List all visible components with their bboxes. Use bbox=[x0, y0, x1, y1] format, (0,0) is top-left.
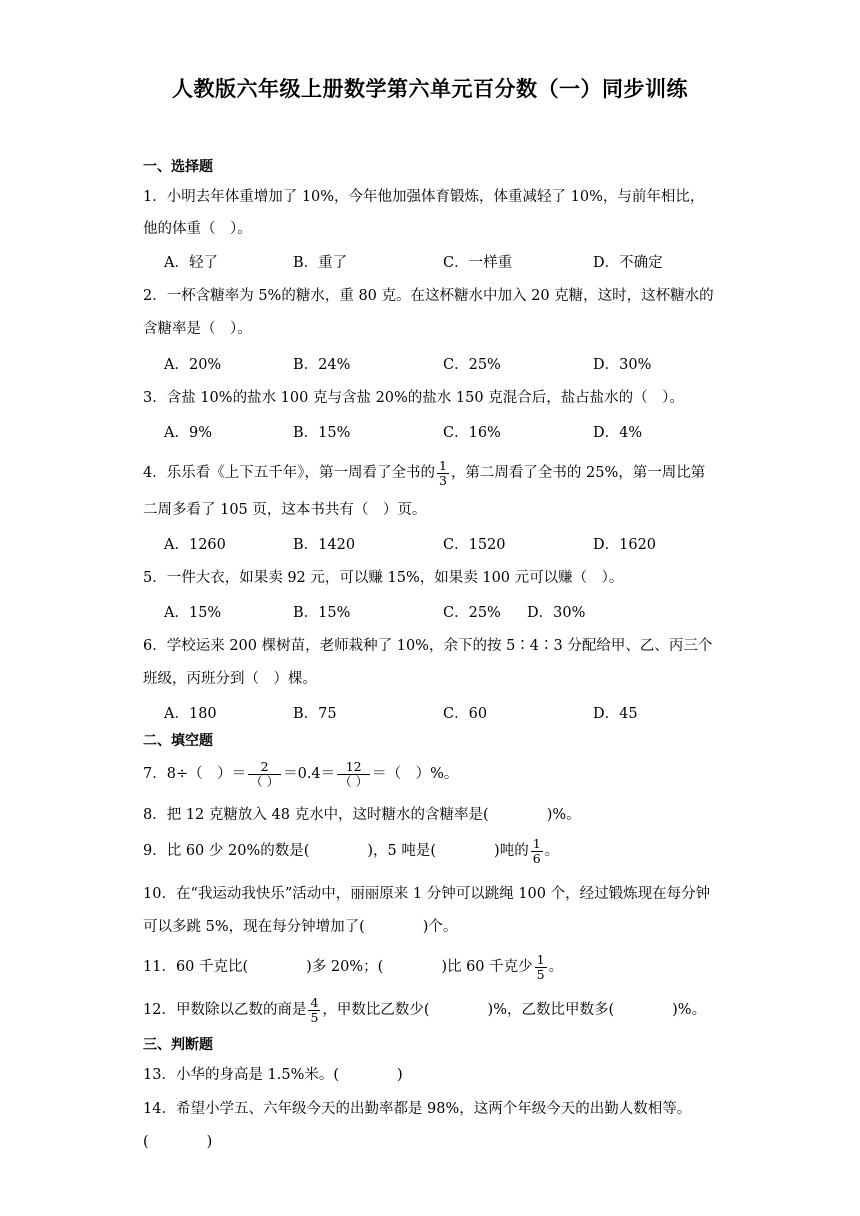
question-9-text-b: 。 bbox=[544, 843, 560, 859]
question-4-line-2: 二周多看了 105 页，这本书共有（ ）页。 bbox=[143, 502, 427, 518]
question-7-text-c: ＝（ ）%。 bbox=[372, 766, 459, 782]
question-6-line-1: 6．学校运来 200 棵树苗，老师栽种了 10%，余下的按 5∶4∶3 分配给甲、乙、丙三个 bbox=[143, 638, 713, 654]
question-1-option-d: D．不确定 bbox=[593, 255, 663, 271]
question-4-line-1 bbox=[143, 458, 705, 488]
question-2-option-b: B．24% bbox=[293, 357, 351, 373]
question-3-option-d: D．4% bbox=[593, 425, 643, 441]
question-2-line-2: 含糖率是（ ）。 bbox=[143, 321, 252, 337]
question-3-option-a: A．9% bbox=[164, 425, 212, 441]
question-5-option-b: B．15% bbox=[293, 605, 351, 621]
fraction-denominator: （ ） bbox=[339, 773, 369, 789]
fraction-twelve-over-blank bbox=[337, 760, 370, 789]
question-11-text-a: 11．60 千克比( )多 20%；( )比 60 千克少 bbox=[143, 959, 533, 975]
section-heading-judge: 三、判断题 bbox=[143, 1037, 213, 1053]
fraction-numerator: 4 bbox=[310, 994, 319, 1010]
section-heading-fill: 二、填空题 bbox=[143, 733, 213, 749]
fraction-denominator: 6 bbox=[532, 850, 541, 866]
question-3-option-b: B．15% bbox=[293, 425, 351, 441]
fraction-one-third bbox=[437, 459, 449, 488]
fraction-denominator: 3 bbox=[438, 472, 447, 488]
fraction-numerator: 2 bbox=[248, 760, 281, 775]
fraction-four-fifths bbox=[308, 996, 320, 1025]
question-6-option-d: D．45 bbox=[593, 706, 638, 722]
question-12-text-b: ，甲数比乙数少( )%，乙数比甲数多( )%。 bbox=[322, 1002, 707, 1018]
question-7-text-b: ＝0.4＝ bbox=[283, 766, 336, 782]
question-9-text-a: 9．比 60 少 20%的数是( )，5 吨是( )吨的 bbox=[143, 843, 529, 859]
question-13-line-1: 13．小华的身高是 1.5%米。( ) bbox=[143, 1067, 403, 1083]
section-heading-choice: 一、选择题 bbox=[143, 159, 213, 175]
question-7-text-a: 7．8÷（ ）＝ bbox=[143, 766, 247, 782]
question-2-option-d: D．30% bbox=[593, 357, 652, 373]
question-1-option-b: B．重了 bbox=[293, 255, 348, 271]
question-5-option-a: A．15% bbox=[164, 605, 222, 621]
fraction-numerator: 1 bbox=[532, 835, 541, 851]
question-2-option-c: C．25% bbox=[443, 357, 501, 373]
question-4-option-b: B．1420 bbox=[293, 537, 356, 553]
question-4-option-c: C．1520 bbox=[443, 537, 506, 553]
question-11-line-1 bbox=[143, 949, 563, 985]
question-3-option-c: C．16% bbox=[443, 425, 501, 441]
question-12-text-a: 12．甲数除以乙数的商是 bbox=[143, 1002, 307, 1018]
question-3-line-1: 3．含盐 10%的盐水 100 克与含盐 20%的盐水 150 克混合后，盐占盐水的（ ）。 bbox=[143, 390, 684, 406]
question-14-line-1: 14．希望小学五、六年级今天的出勤率都是 98%，这两个年级今天的出勤人数相等。 bbox=[143, 1101, 692, 1117]
question-11-text-b: 。 bbox=[548, 959, 564, 975]
fraction-denominator: 5 bbox=[536, 966, 545, 982]
question-7-line-1 bbox=[143, 756, 458, 792]
fraction-numerator: 1 bbox=[536, 951, 545, 967]
question-2-line-1: 2．一杯含糖率为 5%的糖水，重 80 克。在这杯糖水中加入 20 克糖，这时，这杯糖水的 bbox=[143, 288, 714, 304]
fraction-denominator: 5 bbox=[310, 1009, 319, 1025]
question-10-line-1: 10．在“我运动我快乐”活动中，丽丽原来 1 分钟可以跳绳 100 个，经过锻炼现在每分钟 bbox=[143, 886, 711, 902]
question-6-option-c: C．60 bbox=[443, 706, 488, 722]
question-1-option-a: A．轻了 bbox=[164, 255, 218, 271]
page-title: 人教版六年级上册数学第六单元百分数（一）同步训练 bbox=[172, 77, 688, 101]
fraction-numerator: 1 bbox=[438, 457, 447, 473]
fraction-two-over-blank bbox=[248, 760, 281, 789]
question-6-line-2: 班级，丙班分到（ ）棵。 bbox=[143, 671, 317, 687]
question-2-option-a: A．20% bbox=[164, 357, 222, 373]
question-8-line-1: 8．把 12 克糖放入 48 克水中，这时糖水的含糖率是( )%。 bbox=[143, 807, 581, 823]
question-4-text-a: 4．乐乐看《上下五千年》，第一周看了全书的 bbox=[143, 465, 435, 481]
question-4-option-d: D．1620 bbox=[593, 537, 657, 553]
question-5-option-c: C．25% bbox=[443, 605, 501, 621]
question-14-line-2: ( ) bbox=[143, 1134, 213, 1150]
question-5-option-d: D．30% bbox=[527, 605, 586, 621]
question-1-line-1: 1．小明去年体重增加了 10%，今年他加强体育锻炼，体重减轻了 10%，与前年相比， bbox=[143, 189, 705, 205]
question-1-option-c: C．一样重 bbox=[443, 255, 513, 271]
question-10-line-2: 可以多跳 5%，现在每分钟增加了( )个。 bbox=[143, 919, 458, 935]
fraction-one-fifth bbox=[535, 953, 547, 982]
question-5-line-1: 5．一件大衣，如果卖 92 元，可以赚 15%，如果卖 100 元可以赚（ ）。 bbox=[143, 570, 624, 586]
fraction-one-sixth bbox=[531, 837, 543, 866]
question-4-text-b: ，第二周看了全书的 25%，第一周比第 bbox=[450, 465, 706, 481]
question-9-line-1 bbox=[143, 833, 559, 869]
question-4-option-a: A．1260 bbox=[164, 537, 226, 553]
question-12-line-1 bbox=[143, 992, 706, 1028]
question-6-option-b: B．75 bbox=[293, 706, 337, 722]
fraction-denominator: （ ） bbox=[250, 773, 280, 789]
question-6-option-a: A．180 bbox=[164, 706, 217, 722]
fraction-numerator: 12 bbox=[337, 760, 370, 775]
question-1-line-2: 他的体重（ ）。 bbox=[143, 221, 252, 237]
